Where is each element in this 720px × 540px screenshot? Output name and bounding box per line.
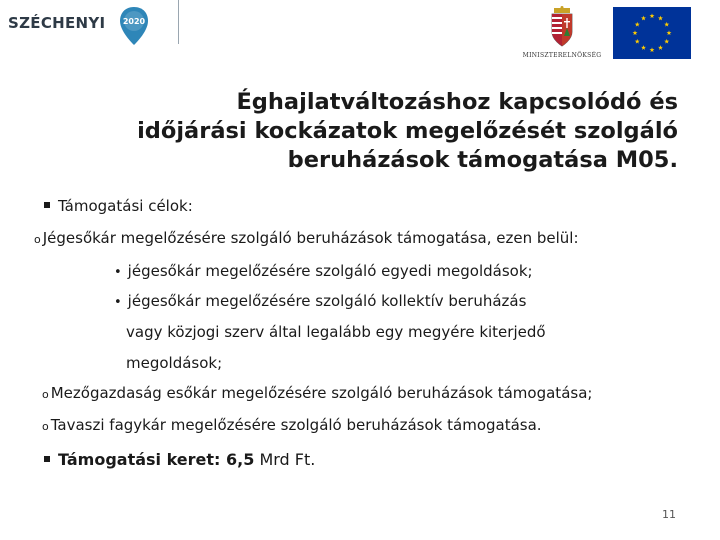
title-line-2: időjárási kockázatok megelőzését szolgáló [137,118,678,144]
item-rain-text: Mezőgazdaság esőkár megelőzésére szolgáló beruházások támogatása; [50,384,593,402]
dot-bullet-icon: • [114,265,122,280]
title-line-3: beruházások támogatása M05. [287,147,678,173]
goals-heading [44,197,193,215]
sub-item-collective-line3: megoldások; [126,354,223,372]
page-number: 11 [662,508,676,521]
budget-unit: Mrd Ft. [259,450,316,469]
sub-item-individual-text: jégesőkár megelőzésére szolgáló egyedi megoldások; [127,262,533,280]
location-pin-icon [118,6,150,46]
circle-bullet-icon: o [42,420,49,433]
header-divider [178,0,179,44]
circle-bullet-icon: o [34,233,41,246]
budget-line [44,450,315,469]
circle-bullet-icon: o [42,388,49,401]
dot-bullet-icon: • [114,295,122,310]
title-line-1: Éghajlatváltozáshoz kapcsolódó és [236,89,678,115]
square-bullet-icon [44,456,50,462]
list-item-hail-damage [34,229,579,247]
square-bullet-icon [44,202,50,208]
item-frost-text: Tavaszi fagykár megelőzésére szolgáló beruházások támogatása. [50,416,542,434]
szechenyi-logo-text: SZÉCHENYI [8,14,106,32]
logo-year-text: 2020 [122,17,146,26]
szechenyi-2020-logo [8,6,148,44]
item-hail-text: Jégesőkár megelőzésére szolgáló beruházások támogatása, ezen belül: [42,229,579,247]
hungarian-coat-of-arms [520,6,604,66]
sub-item-individual [114,262,533,280]
budget-label: Támogatási keret: 6,5 [58,450,255,469]
sub-item-collective [114,292,526,310]
slide-title [38,88,678,175]
list-item-rain-damage [42,384,592,402]
coat-of-arms-icon [520,6,604,50]
list-item-frost-damage [42,416,542,434]
goals-label: Támogatási célok: [58,197,193,215]
eu-flag-icon [613,7,691,59]
sub-item-collective-line1: jégesőkár megelőzésére szolgáló kollektív beruházás [127,292,527,310]
sub-item-collective-line2: vagy közjogi szerv által legalább egy megyére kiterjedő [126,323,546,341]
ministry-label: MINISZTERELNÖKSÉG [522,52,602,59]
